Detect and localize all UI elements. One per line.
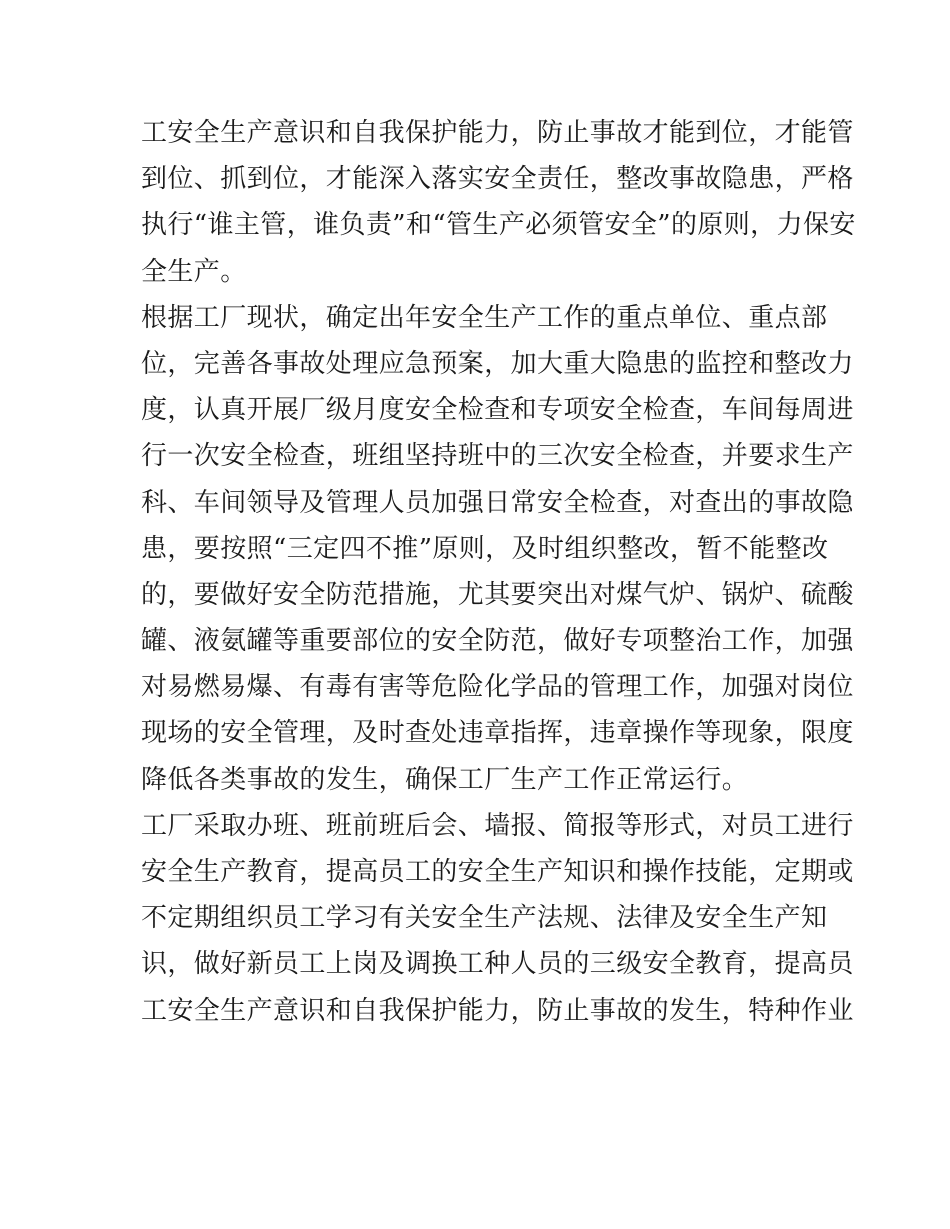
text-line: 工安全生产意识和自我保护能力，防止事故才能到位，才能管 <box>141 118 854 148</box>
text-line: 工厂采取办班、班前班后会、墙报、简报等形式，对员工进行 <box>141 810 854 841</box>
text-line: 降低各类事故的发生，确保工厂生产工作正常运行。 <box>141 764 749 795</box>
text-line: 患，要按照“三定四不推”原则，及时组织整改，暂不能整改 <box>141 533 829 564</box>
text-line: 不定期组织员工学习有关安全生产法规、法律及安全生产知 <box>141 903 828 934</box>
paragraph-1 <box>141 110 856 295</box>
text-line: 全生产。 <box>141 256 247 287</box>
text-line: 科、车间领导及管理人员加强日常安全检查，对查出的事故隐 <box>141 487 854 518</box>
text-line: 到位、抓到位，才能深入落实安全责任，整改事故隐患，严格 <box>141 164 854 195</box>
text-line: 行一次安全检查，班组坚持班中的三次安全检查，并要求生产 <box>141 441 854 472</box>
text-line: 根据工厂现状，确定出年安全生产工作的重点单位、重点部 <box>141 302 828 333</box>
text-line: 位，完善各事故处理应急预案，加大重大隐患的监控和整改力 <box>141 348 854 379</box>
text-line: 的，要做好安全防范措施，尤其要突出对煤气炉、锅炉、硫酸 <box>141 579 854 610</box>
text-line: 执行“谁主管，谁负责”和“管生产必须管安全”的原则，力保安 <box>141 210 856 241</box>
text-line: 识，做好新员工上岗及调换工种人员的三级安全教育，提高员 <box>141 949 854 980</box>
text-line: 安全生产教育，提高员工的安全生产知识和操作技能，定期或 <box>141 857 854 887</box>
paragraph-2 <box>141 295 854 803</box>
text-line: 工安全生产意识和自我保护能力，防止事故的发生，特种作业 <box>141 995 854 1026</box>
text-line: 对易燃易爆、有毒有害等危险化学品的管理工作，加强对岗位 <box>141 672 854 703</box>
text-line: 现场的安全管理，及时查处违章指挥，违章操作等现象，限度 <box>141 718 854 749</box>
text-line: 罐、液氨罐等重要部位的安全防范，做好专项整治工作，加强 <box>141 626 854 657</box>
text-line: 度，认真开展厂级月度安全检查和专项安全检查，车间每周进 <box>141 395 854 426</box>
paragraph-3 <box>141 803 854 1034</box>
document-body <box>141 110 856 1034</box>
